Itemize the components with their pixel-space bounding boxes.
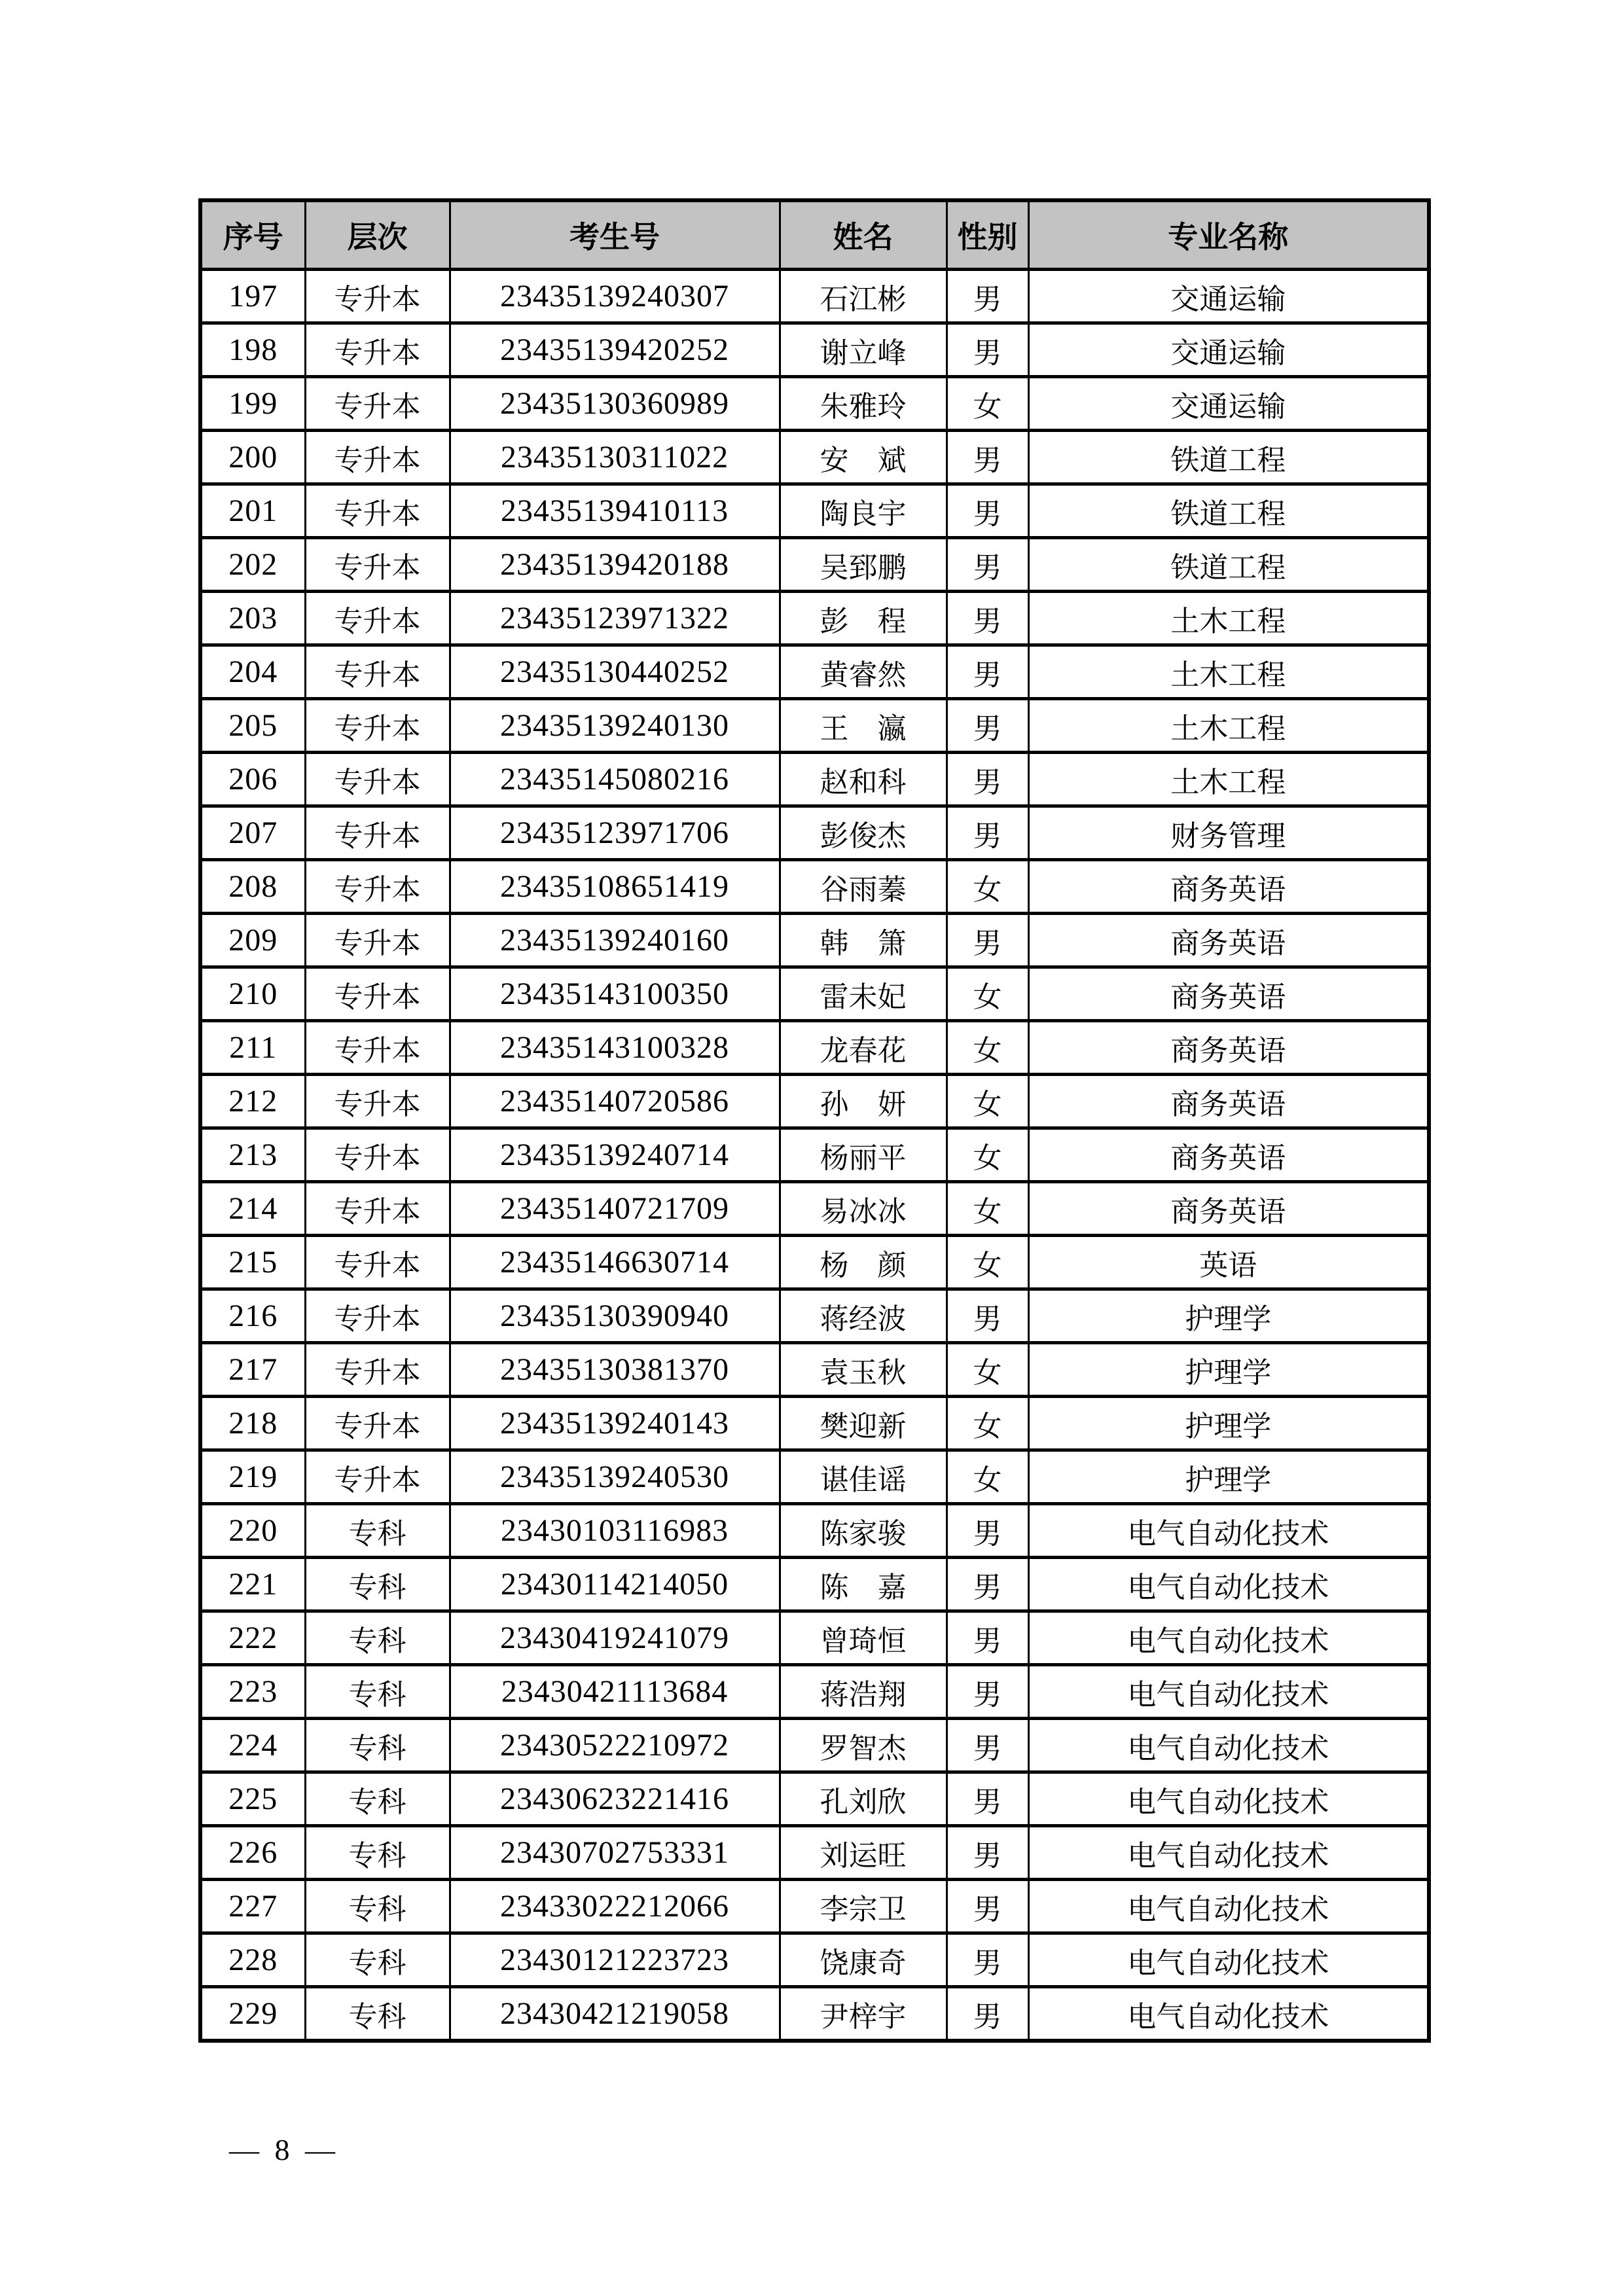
cell-serial-no: 209 bbox=[200, 914, 305, 967]
cell-serial-no: 219 bbox=[200, 1450, 305, 1504]
cell-gender: 男 bbox=[947, 753, 1028, 806]
cell-name: 雷未妃 bbox=[780, 967, 947, 1021]
cell-gender: 男 bbox=[947, 1611, 1028, 1665]
cell-level: 专升本 bbox=[305, 1182, 450, 1236]
table-row bbox=[200, 914, 1429, 967]
cell-gender: 男 bbox=[947, 592, 1028, 645]
cell-gender: 女 bbox=[947, 967, 1028, 1021]
cell-level: 专升本 bbox=[305, 1236, 450, 1289]
table-row bbox=[200, 377, 1429, 431]
cell-name: 孔刘欣 bbox=[780, 1772, 947, 1826]
table-row bbox=[200, 1289, 1429, 1343]
cell-major: 护理学 bbox=[1028, 1397, 1429, 1450]
cell-gender: 男 bbox=[947, 484, 1028, 538]
cell-name: 尹梓宇 bbox=[780, 1987, 947, 2041]
cell-level: 专升本 bbox=[305, 645, 450, 699]
cell-serial-no: 197 bbox=[200, 270, 305, 323]
cell-name: 袁玉秋 bbox=[780, 1343, 947, 1397]
cell-gender: 男 bbox=[947, 806, 1028, 860]
cell-level: 专升本 bbox=[305, 538, 450, 592]
cell-serial-no: 201 bbox=[200, 484, 305, 538]
cell-gender: 女 bbox=[947, 1236, 1028, 1289]
cell-gender: 男 bbox=[947, 699, 1028, 753]
cell-level: 专升本 bbox=[305, 1343, 450, 1397]
table-body bbox=[200, 270, 1429, 2041]
cell-level: 专科 bbox=[305, 1504, 450, 1558]
cell-major: 商务英语 bbox=[1028, 1182, 1429, 1236]
cell-level: 专升本 bbox=[305, 914, 450, 967]
cell-level: 专科 bbox=[305, 1719, 450, 1772]
cell-serial-no: 225 bbox=[200, 1772, 305, 1826]
cell-candidate-no: 23435139420188 bbox=[450, 538, 780, 592]
cell-serial-no: 212 bbox=[200, 1075, 305, 1128]
cell-serial-no: 202 bbox=[200, 538, 305, 592]
cell-name: 安 斌 bbox=[780, 431, 947, 484]
table-row bbox=[200, 1182, 1429, 1236]
cell-candidate-no: 23435139240530 bbox=[450, 1450, 780, 1504]
cell-serial-no: 207 bbox=[200, 806, 305, 860]
table-row bbox=[200, 538, 1429, 592]
cell-name: 龙春花 bbox=[780, 1021, 947, 1075]
cell-major: 土木工程 bbox=[1028, 699, 1429, 753]
cell-gender: 男 bbox=[947, 538, 1028, 592]
cell-serial-no: 224 bbox=[200, 1719, 305, 1772]
cell-gender: 女 bbox=[947, 1182, 1028, 1236]
table-row bbox=[200, 1987, 1429, 2041]
cell-level: 专升本 bbox=[305, 323, 450, 377]
cell-level: 专科 bbox=[305, 1933, 450, 1987]
cell-gender: 男 bbox=[947, 1504, 1028, 1558]
cell-name: 饶康奇 bbox=[780, 1933, 947, 1987]
cell-candidate-no: 23430522210972 bbox=[450, 1719, 780, 1772]
cell-name: 石江彬 bbox=[780, 270, 947, 323]
table-row bbox=[200, 484, 1429, 538]
cell-serial-no: 216 bbox=[200, 1289, 305, 1343]
cell-candidate-no: 23430419241079 bbox=[450, 1611, 780, 1665]
cell-major: 土木工程 bbox=[1028, 592, 1429, 645]
table-row bbox=[200, 270, 1429, 323]
cell-major: 电气自动化技术 bbox=[1028, 1933, 1429, 1987]
table-row bbox=[200, 645, 1429, 699]
cell-major: 护理学 bbox=[1028, 1343, 1429, 1397]
cell-major: 铁道工程 bbox=[1028, 484, 1429, 538]
cell-candidate-no: 23435143100328 bbox=[450, 1021, 780, 1075]
cell-candidate-no: 23435139240130 bbox=[450, 699, 780, 753]
cell-serial-no: 227 bbox=[200, 1880, 305, 1933]
cell-major: 电气自动化技术 bbox=[1028, 1987, 1429, 2041]
cell-serial-no: 199 bbox=[200, 377, 305, 431]
cell-serial-no: 222 bbox=[200, 1611, 305, 1665]
cell-major: 护理学 bbox=[1028, 1289, 1429, 1343]
cell-level: 专升本 bbox=[305, 1021, 450, 1075]
table-row bbox=[200, 1075, 1429, 1128]
cell-level: 专升本 bbox=[305, 1075, 450, 1128]
cell-candidate-no: 23435108651419 bbox=[450, 860, 780, 914]
cell-name: 罗智杰 bbox=[780, 1719, 947, 1772]
cell-gender: 男 bbox=[947, 1933, 1028, 1987]
cell-gender: 女 bbox=[947, 377, 1028, 431]
header-serial-no: 序号 bbox=[200, 200, 305, 270]
cell-candidate-no: 23435140720586 bbox=[450, 1075, 780, 1128]
cell-name: 易冰冰 bbox=[780, 1182, 947, 1236]
cell-serial-no: 206 bbox=[200, 753, 305, 806]
table-row bbox=[200, 1450, 1429, 1504]
cell-candidate-no: 23435130360989 bbox=[450, 377, 780, 431]
table-row bbox=[200, 1504, 1429, 1558]
cell-gender: 男 bbox=[947, 1772, 1028, 1826]
cell-major: 商务英语 bbox=[1028, 1021, 1429, 1075]
cell-name: 谷雨蓁 bbox=[780, 860, 947, 914]
header-name: 姓名 bbox=[780, 200, 947, 270]
cell-level: 专升本 bbox=[305, 806, 450, 860]
cell-gender: 男 bbox=[947, 1880, 1028, 1933]
cell-serial-no: 218 bbox=[200, 1397, 305, 1450]
cell-gender: 男 bbox=[947, 1665, 1028, 1719]
cell-major: 商务英语 bbox=[1028, 1128, 1429, 1182]
cell-gender: 男 bbox=[947, 1558, 1028, 1611]
cell-gender: 男 bbox=[947, 1987, 1028, 2041]
cell-candidate-no: 23430114214050 bbox=[450, 1558, 780, 1611]
cell-major: 电气自动化技术 bbox=[1028, 1880, 1429, 1933]
cell-name: 樊迎新 bbox=[780, 1397, 947, 1450]
cell-name: 蒋经波 bbox=[780, 1289, 947, 1343]
cell-major: 商务英语 bbox=[1028, 967, 1429, 1021]
cell-candidate-no: 23430421113684 bbox=[450, 1665, 780, 1719]
cell-gender: 男 bbox=[947, 431, 1028, 484]
cell-major: 电气自动化技术 bbox=[1028, 1504, 1429, 1558]
cell-name: 赵和科 bbox=[780, 753, 947, 806]
cell-major: 铁道工程 bbox=[1028, 538, 1429, 592]
cell-candidate-no: 23435123971322 bbox=[450, 592, 780, 645]
cell-major: 交通运输 bbox=[1028, 270, 1429, 323]
cell-name: 孙 妍 bbox=[780, 1075, 947, 1128]
table-header bbox=[200, 200, 1429, 270]
cell-level: 专升本 bbox=[305, 1289, 450, 1343]
table-row bbox=[200, 806, 1429, 860]
cell-name: 谢立峰 bbox=[780, 323, 947, 377]
cell-major: 商务英语 bbox=[1028, 860, 1429, 914]
cell-gender: 女 bbox=[947, 1450, 1028, 1504]
cell-gender: 女 bbox=[947, 1343, 1028, 1397]
cell-gender: 女 bbox=[947, 860, 1028, 914]
cell-serial-no: 203 bbox=[200, 592, 305, 645]
cell-candidate-no: 23435143100350 bbox=[450, 967, 780, 1021]
cell-level: 专科 bbox=[305, 1558, 450, 1611]
cell-candidate-no: 23435123971706 bbox=[450, 806, 780, 860]
cell-candidate-no: 23430623221416 bbox=[450, 1772, 780, 1826]
cell-level: 专科 bbox=[305, 1665, 450, 1719]
cell-serial-no: 214 bbox=[200, 1182, 305, 1236]
cell-level: 专科 bbox=[305, 1772, 450, 1826]
cell-level: 专科 bbox=[305, 1987, 450, 2041]
table-row bbox=[200, 1397, 1429, 1450]
table-row bbox=[200, 1665, 1429, 1719]
cell-candidate-no: 23435130311022 bbox=[450, 431, 780, 484]
cell-major: 铁道工程 bbox=[1028, 431, 1429, 484]
cell-serial-no: 229 bbox=[200, 1987, 305, 2041]
cell-serial-no: 204 bbox=[200, 645, 305, 699]
header-candidate-no: 考生号 bbox=[450, 200, 780, 270]
table-row bbox=[200, 1719, 1429, 1772]
cell-major: 商务英语 bbox=[1028, 1075, 1429, 1128]
cell-serial-no: 221 bbox=[200, 1558, 305, 1611]
cell-candidate-no: 23435140721709 bbox=[450, 1182, 780, 1236]
cell-major: 护理学 bbox=[1028, 1450, 1429, 1504]
cell-name: 彭 程 bbox=[780, 592, 947, 645]
cell-level: 专升本 bbox=[305, 592, 450, 645]
cell-candidate-no: 23430103116983 bbox=[450, 1504, 780, 1558]
cell-gender: 女 bbox=[947, 1021, 1028, 1075]
cell-level: 专科 bbox=[305, 1880, 450, 1933]
cell-name: 王 瀛 bbox=[780, 699, 947, 753]
cell-major: 电气自动化技术 bbox=[1028, 1558, 1429, 1611]
cell-level: 专升本 bbox=[305, 753, 450, 806]
cell-level: 专升本 bbox=[305, 967, 450, 1021]
cell-gender: 男 bbox=[947, 270, 1028, 323]
cell-serial-no: 211 bbox=[200, 1021, 305, 1075]
cell-major: 土木工程 bbox=[1028, 645, 1429, 699]
table-row bbox=[200, 967, 1429, 1021]
table-row bbox=[200, 1558, 1429, 1611]
cell-name: 吴郅鹏 bbox=[780, 538, 947, 592]
table-row bbox=[200, 1611, 1429, 1665]
cell-gender: 男 bbox=[947, 1826, 1028, 1880]
table-row bbox=[200, 1128, 1429, 1182]
cell-level: 专升本 bbox=[305, 699, 450, 753]
cell-level: 专升本 bbox=[305, 1397, 450, 1450]
cell-serial-no: 208 bbox=[200, 860, 305, 914]
cell-gender: 男 bbox=[947, 323, 1028, 377]
cell-major: 商务英语 bbox=[1028, 914, 1429, 967]
cell-candidate-no: 23435139420252 bbox=[450, 323, 780, 377]
cell-level: 专升本 bbox=[305, 1128, 450, 1182]
page-number: — 8 — bbox=[229, 2133, 339, 2166]
cell-serial-no: 215 bbox=[200, 1236, 305, 1289]
cell-name: 陈家骏 bbox=[780, 1504, 947, 1558]
cell-name: 韩 箫 bbox=[780, 914, 947, 967]
table-row bbox=[200, 431, 1429, 484]
cell-name: 李宗卫 bbox=[780, 1880, 947, 1933]
cell-level: 专升本 bbox=[305, 1450, 450, 1504]
cell-gender: 男 bbox=[947, 914, 1028, 967]
cell-serial-no: 198 bbox=[200, 323, 305, 377]
cell-name: 杨 颜 bbox=[780, 1236, 947, 1289]
table-row bbox=[200, 1880, 1429, 1933]
cell-level: 专升本 bbox=[305, 484, 450, 538]
cell-major: 电气自动化技术 bbox=[1028, 1826, 1429, 1880]
table-row bbox=[200, 1343, 1429, 1397]
cell-candidate-no: 23435130381370 bbox=[450, 1343, 780, 1397]
cell-serial-no: 217 bbox=[200, 1343, 305, 1397]
cell-gender: 女 bbox=[947, 1075, 1028, 1128]
table-row bbox=[200, 1772, 1429, 1826]
cell-candidate-no: 23435130390940 bbox=[450, 1289, 780, 1343]
cell-candidate-no: 23430702753331 bbox=[450, 1826, 780, 1880]
cell-serial-no: 220 bbox=[200, 1504, 305, 1558]
table-row bbox=[200, 1236, 1429, 1289]
table-row bbox=[200, 323, 1429, 377]
cell-major: 土木工程 bbox=[1028, 753, 1429, 806]
cell-level: 专升本 bbox=[305, 377, 450, 431]
cell-major: 电气自动化技术 bbox=[1028, 1665, 1429, 1719]
cell-candidate-no: 23430421219058 bbox=[450, 1987, 780, 2041]
cell-major: 交通运输 bbox=[1028, 377, 1429, 431]
cell-major: 财务管理 bbox=[1028, 806, 1429, 860]
cell-gender: 男 bbox=[947, 645, 1028, 699]
cell-candidate-no: 23435139410113 bbox=[450, 484, 780, 538]
cell-gender: 女 bbox=[947, 1128, 1028, 1182]
cell-level: 专升本 bbox=[305, 270, 450, 323]
header-major: 专业名称 bbox=[1028, 200, 1429, 270]
cell-gender: 男 bbox=[947, 1719, 1028, 1772]
cell-gender: 男 bbox=[947, 1289, 1028, 1343]
cell-level: 专科 bbox=[305, 1611, 450, 1665]
cell-major: 电气自动化技术 bbox=[1028, 1611, 1429, 1665]
cell-candidate-no: 23435139240143 bbox=[450, 1397, 780, 1450]
table-row bbox=[200, 860, 1429, 914]
admission-roster-table bbox=[198, 198, 1431, 2043]
table-row bbox=[200, 1933, 1429, 1987]
cell-level: 专升本 bbox=[305, 431, 450, 484]
cell-name: 杨丽平 bbox=[780, 1128, 947, 1182]
cell-candidate-no: 23435139240160 bbox=[450, 914, 780, 967]
cell-name: 陶良宇 bbox=[780, 484, 947, 538]
cell-major: 电气自动化技术 bbox=[1028, 1719, 1429, 1772]
header-gender: 性别 bbox=[947, 200, 1028, 270]
cell-major: 电气自动化技术 bbox=[1028, 1772, 1429, 1826]
cell-candidate-no: 23435139240714 bbox=[450, 1128, 780, 1182]
cell-candidate-no: 23430121223723 bbox=[450, 1933, 780, 1987]
cell-serial-no: 200 bbox=[200, 431, 305, 484]
cell-name: 陈 嘉 bbox=[780, 1558, 947, 1611]
cell-name: 彭俊杰 bbox=[780, 806, 947, 860]
cell-major: 交通运输 bbox=[1028, 323, 1429, 377]
cell-candidate-no: 23435146630714 bbox=[450, 1236, 780, 1289]
cell-gender: 女 bbox=[947, 1397, 1028, 1450]
table-row bbox=[200, 753, 1429, 806]
cell-candidate-no: 23435145080216 bbox=[450, 753, 780, 806]
cell-serial-no: 226 bbox=[200, 1826, 305, 1880]
cell-name: 蒋浩翔 bbox=[780, 1665, 947, 1719]
cell-name: 黄睿然 bbox=[780, 645, 947, 699]
table-row bbox=[200, 1021, 1429, 1075]
cell-serial-no: 205 bbox=[200, 699, 305, 753]
cell-name: 朱雅玲 bbox=[780, 377, 947, 431]
cell-candidate-no: 23435130440252 bbox=[450, 645, 780, 699]
cell-serial-no: 223 bbox=[200, 1665, 305, 1719]
table-row bbox=[200, 1826, 1429, 1880]
cell-level: 专科 bbox=[305, 1826, 450, 1880]
table-header-row bbox=[200, 200, 1429, 270]
cell-major: 英语 bbox=[1028, 1236, 1429, 1289]
table-row bbox=[200, 699, 1429, 753]
cell-candidate-no: 23435139240307 bbox=[450, 270, 780, 323]
cell-serial-no: 228 bbox=[200, 1933, 305, 1987]
cell-candidate-no: 23433022212066 bbox=[450, 1880, 780, 1933]
header-level: 层次 bbox=[305, 200, 450, 270]
table-row bbox=[200, 592, 1429, 645]
cell-serial-no: 210 bbox=[200, 967, 305, 1021]
cell-name: 曾琦恒 bbox=[780, 1611, 947, 1665]
cell-name: 刘运旺 bbox=[780, 1826, 947, 1880]
cell-level: 专升本 bbox=[305, 860, 450, 914]
cell-serial-no: 213 bbox=[200, 1128, 305, 1182]
cell-name: 谌佳谣 bbox=[780, 1450, 947, 1504]
